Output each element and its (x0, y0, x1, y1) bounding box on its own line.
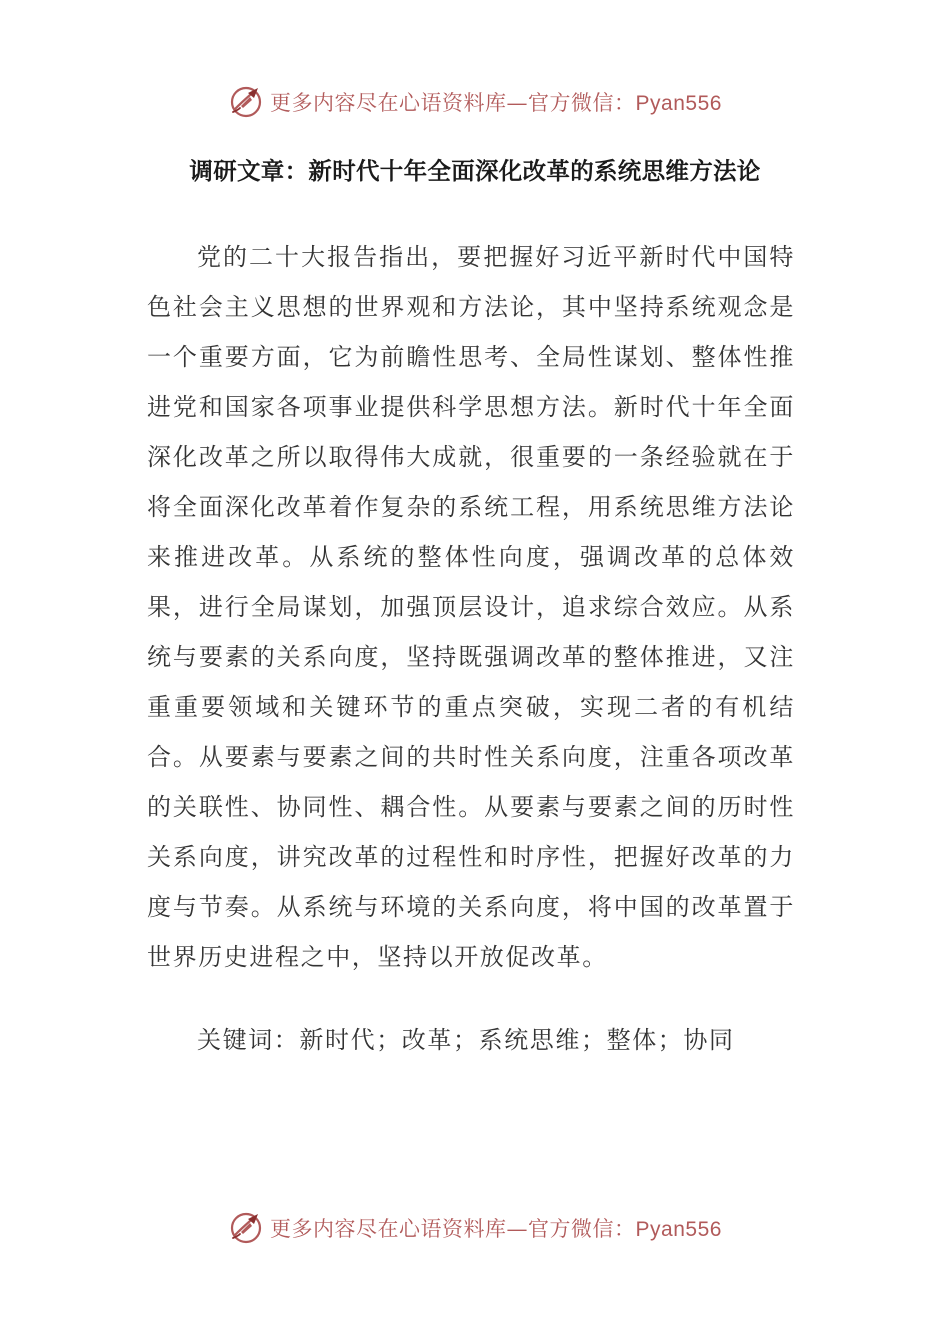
header-banner (0, 82, 950, 122)
footer-banner-wechat: Pyan556 (635, 1218, 722, 1241)
header-banner-cn: 更多内容尽在心语资料库—官方微信： (270, 91, 636, 115)
keywords-line: 关键词：新时代；改革；系统思维；整体；协同 (197, 1026, 735, 1054)
footer-banner (0, 1208, 950, 1248)
abstract-paragraph: 党的二十大报告指出，要把握好习近平新时代中国特色社会主义思想的世界观和方法论，其中坚持系统观念是一个重要方面，它为前瞻性思考、全局性谋划、整体性推进党和国家各项事业提供科学思想方法。新时代十年全面深化改革之所以取得伟大成就，很重要的一条经验就在于将全面深化改革着作复杂的系统工程，用系统思维方法论来推进改革。从系统的整体性向度，强调改革的总体效果，进行全局谋划，加强顶层设计，追求综合效应。从系统与要素的关系向度，坚持既强调改革的整体推进，又注重重要领域和关键环节的重点突破，实现二者的有机结合。从要素与要素之间的共时性关系向度，注重各项改革的关联性、协同性、耦合性。从要素与要素之间的历时性关系向度，讲究改革的过程性和时序性，把握好改革的力度与节奏。从系统与环境的关系向度，将中国的改革置于世界历史进程之中，坚持以开放促改革。 (147, 243, 795, 971)
footer-banner-text (270, 1213, 722, 1243)
pen-circle-logo-icon (228, 1210, 264, 1246)
header-banner-text (270, 87, 722, 117)
header-banner-wechat: Pyan556 (635, 92, 722, 115)
document-title: 调研文章：新时代十年全面深化改革的系统思维方法论 (189, 157, 761, 185)
footer-banner-cn: 更多内容尽在心语资料库—官方微信： (270, 1217, 636, 1241)
pen-circle-logo-icon (228, 84, 264, 120)
